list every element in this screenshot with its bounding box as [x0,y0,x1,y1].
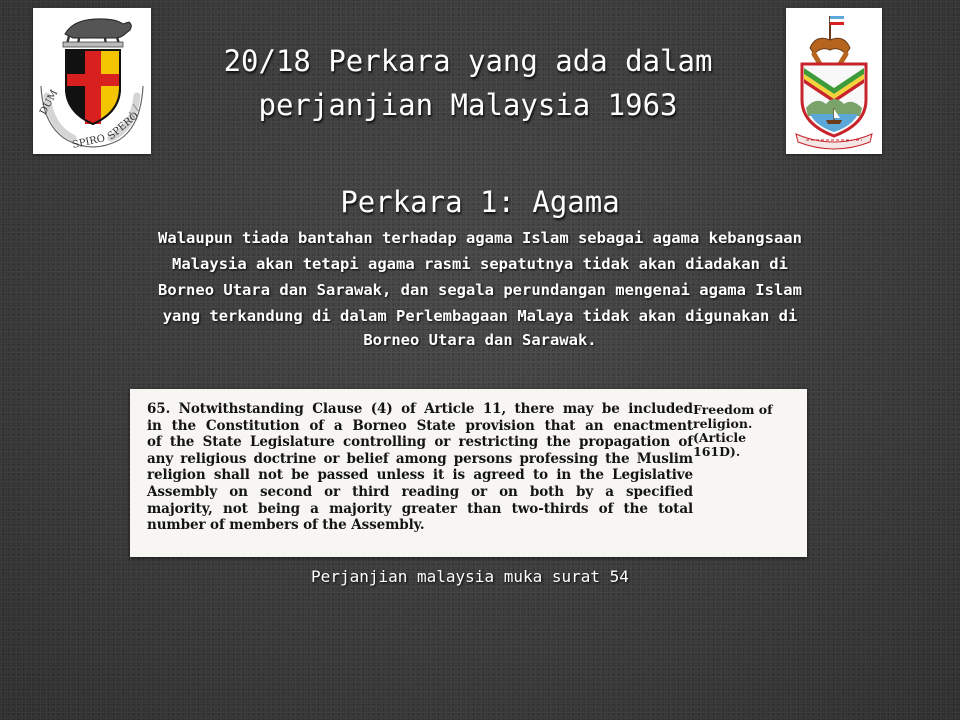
svg-text:SPIRO: SPIRO [71,133,107,151]
document-line: 65. Notwithstanding Clause (4) of Article 11, there may be included [147,401,693,417]
paragraph-line: Malaysia akan tetapi agama rasmi sepatutnya tidak akan diadakan di [172,255,788,273]
margin-note-line: 161D). [693,444,741,459]
document-text [147,401,693,534]
document-line: of the State Legislature controlling or restricting the propagation of [147,434,693,451]
document-line: religion shall not be passed unless it is agreed to in the Legislative [147,467,693,484]
document-caption: Perjanjian malaysia muka surat 54 [311,567,629,586]
margin-note-line: Freedom of [693,402,773,417]
document-margin-note [693,403,793,459]
sarawak-coat-of-arms-icon [33,8,151,154]
paragraph-line: Borneo Utara dan Sarawak. [363,331,597,349]
slide-title-line-2: perjanjian Malaysia 1963 [258,88,678,122]
document-line: majority, not being a majority greater than two-thirds of the total [147,500,693,517]
document-line: in the Constitution of a Borneo State provision that an enactment [147,417,693,434]
svg-text:DUM: DUM [38,88,61,117]
margin-note-line: (Article [693,430,747,445]
paragraph-line: Borneo Utara dan Sarawak, dan segala perundangan mengenai agama Islam [158,281,802,299]
slide-title-line-1: 20/18 Perkara yang ada dalam [223,44,713,78]
svg-text:SPERO: SPERO [105,110,141,143]
document-line: any religious doctrine or belief among persons professing the Muslim [147,450,693,467]
paragraph-line: yang terkandung di dalam Perlembagaan Malaya tidak akan digunakan di [162,307,798,325]
sarawak-crest [33,8,151,154]
section-heading: Perkara 1: Agama [340,185,620,219]
document-excerpt [130,389,807,557]
margin-note-line: religion. [693,416,753,431]
paragraph-line: Walaupun tiada bantahan terhadap agama Islam sebagai agama kebangsaan [158,229,802,247]
document-line: number of members of the Assembly. [147,517,425,534]
document-line: Assembly on second or third reading or on both by a specified [147,483,693,500]
sabah-coat-of-arms-icon [786,8,882,154]
sabah-crest [786,8,882,154]
